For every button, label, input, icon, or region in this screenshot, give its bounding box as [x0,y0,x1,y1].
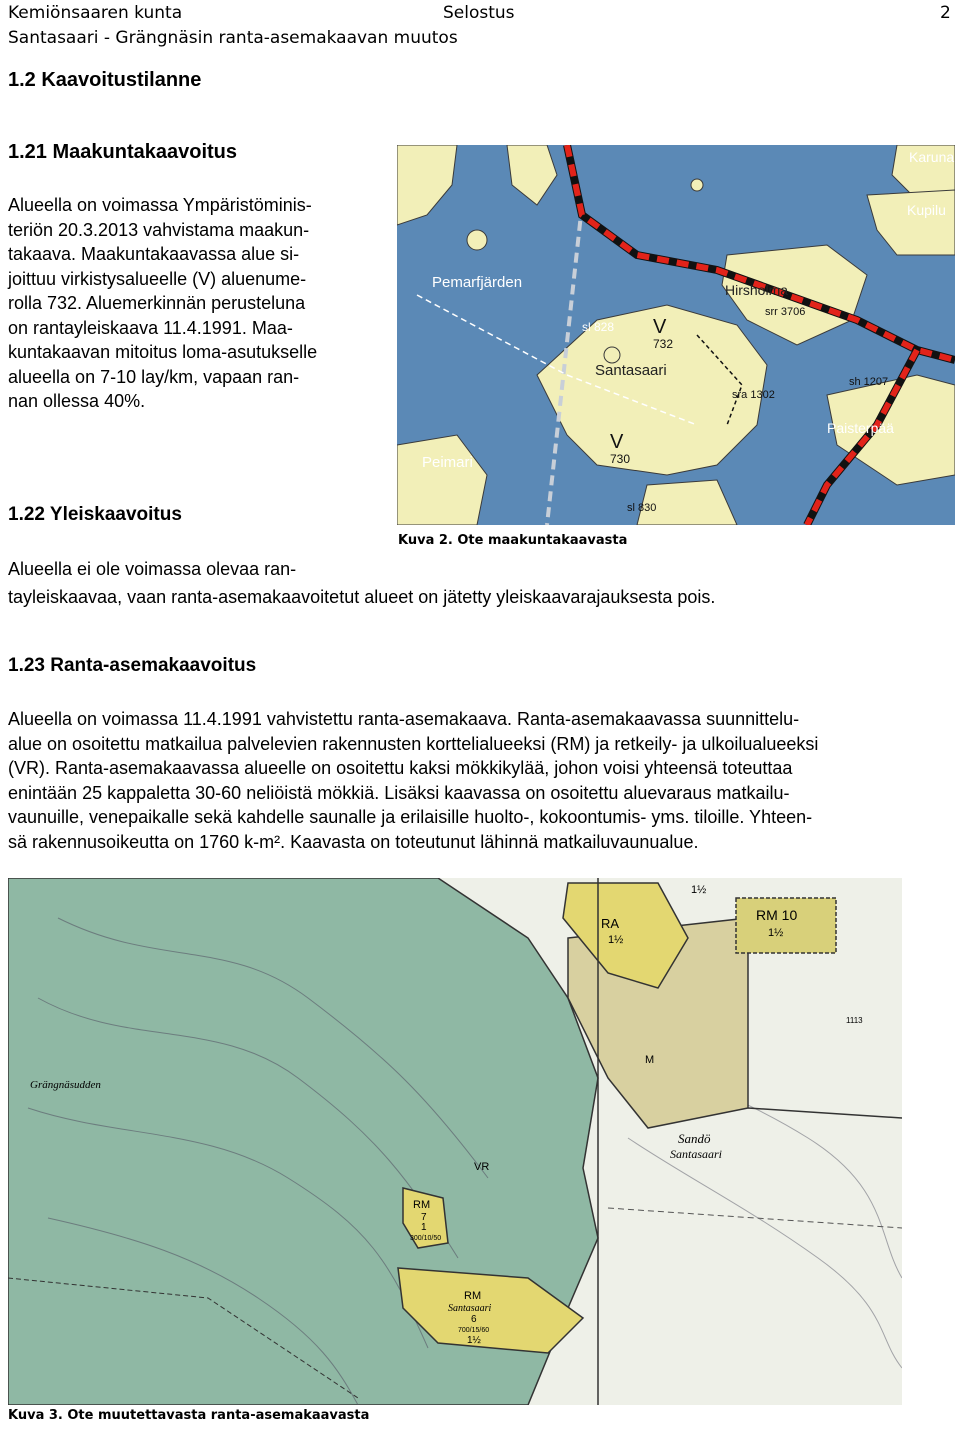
section-heading-1-22: 1.22 Yleiskaavoitus [8,504,182,525]
map-label-srr3706: srr 3706 [765,306,806,318]
text-line: rolla 732. Aluemerkinnän perusteluna [8,293,306,313]
text-line: sä rakennusoikeutta on 1760 k-m². Kaavasta on toteutunut lähinnä matkailuvaunualue. [8,831,699,852]
text-line: teriön 20.3.2013 vahvistama maakun- [8,219,310,240]
header-doc-type: Selostus [443,3,515,23]
section-heading-1-21: 1.21 Maakuntakaavoitus [8,141,237,163]
text-line: alueella on 7-10 lay/km, vapaan ran- [8,366,300,387]
map-label-sra1302: sra 1302 [732,389,775,401]
text-line: joittuu virkistysalueelle (V) aluenume- [8,268,307,289]
section-heading-1-23: 1.23 Ranta-asemakaavoitus [8,655,257,676]
plan-label-rm6-e: 1½ [467,1335,481,1346]
plan-label-m: M [645,1054,655,1066]
map-label-peimari: Peimari [422,454,473,471]
plan-label-santasaari: Santasaari [670,1147,723,1161]
plan-label-rm6-d: 700/15/60 [458,1327,490,1334]
header-page-number: 2 [940,3,951,23]
plan-label-rm10-sub: 1½ [768,927,784,939]
plan-label-rm6-b: Santasaari [448,1303,492,1314]
map-label-sl830: sl 830 [627,502,657,514]
plan-label-rm10: RM 10 [756,907,798,923]
plan-label-half: 1½ [691,884,707,896]
plan-label-1113: 1113 [846,1016,863,1025]
plan-label-rm7-a: RM [413,1199,431,1211]
map-label-v730-letter: V [610,431,624,453]
map-label-v732-number: 732 [653,337,674,351]
shore-plan-map [8,878,902,1405]
plan-label-vr: VR [474,1161,490,1173]
regional-plan-map [397,145,955,525]
paragraph-maakuntakaavoitus [8,193,378,414]
map-label-santasaari: Santasaari [595,362,667,379]
figure-caption-kuva2: Kuva 2. Ote maakuntakaavasta [398,533,628,548]
map-label-paisterpaa: Paisterpää [827,420,894,436]
paragraph-yleiskaavoitus-line2: tayleiskaavaa, vaan ranta-asemakaavoitetut alueet on jätetty yleiskaavarajauksesta pois. [8,587,716,607]
text-line: vaunuille, venepaikalle sekä kahdelle saunalle ja erilaisille huolto-, kokoontumis- yms. tiloille. Yhteen- [8,807,813,827]
text-line: Alueella on voimassa 11.4.1991 vahvistettu ranta-asemakaava. Ranta-asemakaavassa suunnittelu- [8,709,800,729]
figure-caption-kuva3: Kuva 3. Ote muutettavasta ranta-asemakaavasta [8,1408,370,1423]
map-label-karuna: Karuna [909,149,955,165]
map-label-pemarfjarden: Pemarfjärden [432,274,523,291]
map-label-v732-letter: V [653,316,667,338]
text-line: kuntakaavan mitoitus loma-asutukselle [8,342,318,362]
plan-label-rm7-b: 7 [421,1212,427,1223]
text-line: (VR). Ranta-asemakaavassa alueelle on osoitettu kaksi mökkikylää, johon voisi yhteensä toteuttaa [8,758,793,778]
text-line: Alueella on voimassa Ympäristöminis- [8,195,312,215]
text-line: alue on osoitettu matkailua palvelevien rakennusten korttelialueeksi (RM) ja retkeily- ja ulkoilualueeksi [8,733,819,754]
section-heading-1-2: 1.2 Kaavoitustilanne [8,69,202,91]
plan-label-ra: RA [601,916,620,931]
plan-label-rm6-c: 6 [471,1314,477,1325]
map-label-kupilu: Kupilu [907,202,946,218]
map-label-v730-number: 730 [610,452,631,466]
paragraph-ranta-asemakaavoitus [8,707,953,854]
plan-label-rm7-c: 1 [421,1222,427,1233]
map-label-hirsholma: Hirsholma [725,282,789,298]
text-line: takaava. Maakuntakaavassa alue si- [8,244,300,264]
plan-label-sando: Sandö [678,1131,711,1146]
header-subtitle: Santasaari - Grängnäsin ranta-asemakaavan muutos [8,28,458,48]
plan-label-ra-sub: 1½ [608,934,624,946]
map-label-sh1207: sh 1207 [849,376,889,388]
plan-label-grangnasudden: Grängnäsudden [30,1079,101,1091]
text-line: on rantayleiskaava 11.4.1991. Maa- [8,317,293,338]
paragraph-yleiskaavoitus-line1: Alueella ei ole voimassa olevaa ran- [8,559,297,579]
plan-label-rm6-a: RM [464,1290,482,1302]
map-label-sl828: sl 828 [582,320,615,334]
header-municipality: Kemiönsaaren kunta [8,3,183,23]
text-line: enintään 25 kappaletta 30-60 neliöistä mökkiä. Lisäksi kaavassa on osoitettu aluevaraus matkailu- [8,782,790,803]
text-line: nan ollessa 40%. [8,391,146,411]
plan-label-rm7-d: 300/10/50 [410,1235,442,1242]
